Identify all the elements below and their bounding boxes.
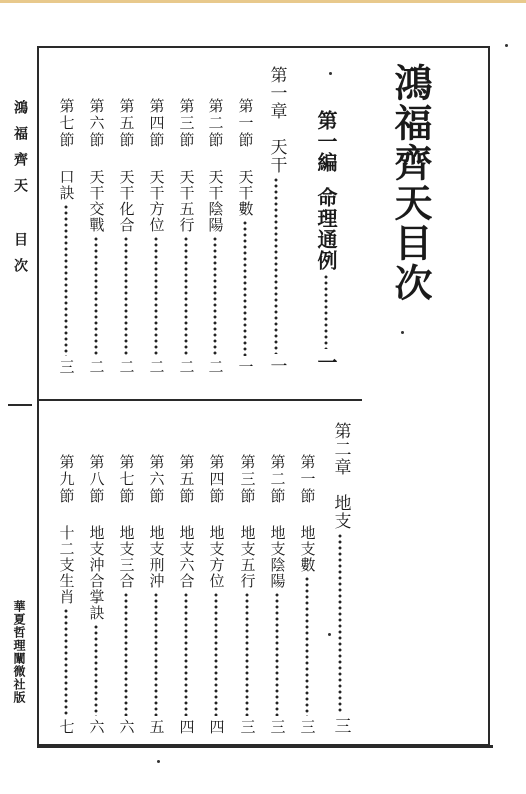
- chapter-number: 第一章: [266, 66, 287, 120]
- page-number: 一: [314, 352, 338, 372]
- section-name: 地支三合: [117, 525, 136, 589]
- section-number: 第三節: [238, 454, 257, 505]
- section-number: 第一節: [298, 454, 317, 505]
- toc-entry-section[interactable]: [86, 454, 106, 734]
- dot-leader: [184, 592, 188, 716]
- toc-entry-section[interactable]: [146, 98, 166, 374]
- chapter-number: 第二章: [330, 422, 351, 476]
- page-number: 七: [57, 719, 76, 734]
- dot-leader: [245, 592, 249, 716]
- dot-leader: [324, 274, 328, 349]
- section-name: 地支陰陽: [268, 525, 287, 589]
- section-name: 十二支生肖: [57, 525, 76, 605]
- page-number: 三: [238, 719, 257, 734]
- page-number: 三: [268, 719, 287, 734]
- page-number: 二: [206, 359, 225, 374]
- toc-entry-part-1[interactable]: [314, 110, 338, 372]
- dot-leader: [94, 236, 98, 356]
- toc-entry-section[interactable]: [86, 98, 106, 374]
- margin-rule: [8, 404, 32, 406]
- section-number: 第六節: [147, 454, 166, 505]
- dot-leader: [124, 592, 128, 716]
- section-name: 地支數: [298, 525, 317, 573]
- scan-speck: [157, 760, 160, 763]
- top-edge-stripe: [0, 0, 526, 3]
- dot-leader: [338, 533, 342, 714]
- toc-entry-section[interactable]: [237, 454, 257, 734]
- page-number: 三: [57, 359, 76, 374]
- publisher-imprint: 華夏哲理闡微社版: [12, 600, 26, 704]
- section-name: 天干化合: [117, 169, 136, 233]
- part-number: 第一編: [314, 110, 338, 173]
- toc-entry-section[interactable]: [267, 454, 287, 734]
- running-head-title: 鴻福齊天 目次: [12, 100, 28, 284]
- page-number: 三: [298, 719, 317, 734]
- toc-title: 鴻福齊天目次: [388, 63, 433, 303]
- section-number: 第七節: [57, 98, 76, 149]
- section-number: 第八節: [87, 454, 106, 505]
- dot-leader: [64, 204, 68, 356]
- toc-entry-section[interactable]: [56, 98, 76, 374]
- section-name: 地支沖合掌訣: [87, 525, 106, 621]
- section-number: 第二節: [268, 454, 287, 505]
- section-name: 天干方位: [147, 169, 166, 233]
- section-number: 第五節: [177, 454, 196, 505]
- page-number: 六: [117, 719, 136, 734]
- page-frame-base-rule: [37, 745, 493, 748]
- section-name: 地支五行: [238, 525, 257, 589]
- dot-leader: [124, 236, 128, 356]
- dot-leader: [184, 236, 188, 356]
- scan-speck: [505, 44, 508, 47]
- section-number: 第三節: [177, 98, 196, 149]
- dot-leader: [94, 624, 98, 716]
- section-number: 第六節: [87, 98, 106, 149]
- page-number: 三: [330, 717, 351, 734]
- dot-leader: [305, 576, 309, 716]
- section-name: 地支六合: [177, 525, 196, 589]
- section-name: 地支方位: [207, 525, 226, 589]
- toc-entry-chapter-1[interactable]: [265, 66, 287, 374]
- section-number: 第七節: [117, 454, 136, 505]
- page-number: 二: [117, 359, 136, 374]
- dot-leader: [213, 236, 217, 356]
- section-name: 天干數: [236, 169, 255, 217]
- toc-entry-section[interactable]: [235, 98, 255, 374]
- dot-leader: [154, 236, 158, 356]
- toc-entry-section[interactable]: [116, 98, 136, 374]
- toc-entry-section[interactable]: [56, 454, 76, 734]
- section-number: 第二節: [206, 98, 225, 149]
- dot-leader: [214, 592, 218, 716]
- section-name: 天干陰陽: [206, 169, 225, 233]
- section-divider: [37, 399, 362, 401]
- toc-entry-section[interactable]: [146, 454, 166, 734]
- toc-entry-section[interactable]: [176, 98, 196, 374]
- page-number: 一: [266, 357, 287, 374]
- section-name: 天干五行: [177, 169, 196, 233]
- section-number: 第四節: [207, 454, 226, 505]
- section-number: 第一節: [236, 98, 255, 149]
- section-number: 第五節: [117, 98, 136, 149]
- section-number: 第四節: [147, 98, 166, 149]
- scan-speck: [401, 331, 404, 334]
- section-name: 口訣: [57, 169, 76, 201]
- page-number: 六: [87, 719, 106, 734]
- section-name: 地支刑沖: [147, 525, 166, 589]
- toc-entry-section[interactable]: [297, 454, 317, 734]
- page-number: 一: [236, 359, 255, 374]
- dot-leader: [154, 592, 158, 716]
- part-name: 命理通例: [314, 187, 338, 271]
- toc-entry-section[interactable]: [176, 454, 196, 734]
- section-number: 第九節: [57, 454, 76, 505]
- page-number: 二: [177, 359, 196, 374]
- section-name: 天干交戰: [87, 169, 106, 233]
- chapter-name: 天干: [266, 138, 287, 174]
- dot-leader: [274, 177, 278, 354]
- toc-entry-section[interactable]: [116, 454, 136, 734]
- page-number: 四: [177, 719, 196, 734]
- dot-leader: [243, 220, 247, 356]
- page-number: 二: [147, 359, 166, 374]
- scan-speck: [328, 633, 331, 636]
- toc-entry-section[interactable]: [205, 98, 225, 374]
- page-number: 四: [207, 719, 226, 734]
- page-number: 二: [87, 359, 106, 374]
- toc-entry-section[interactable]: [206, 454, 226, 734]
- page-number: 五: [147, 719, 166, 734]
- toc-entry-chapter-2[interactable]: [329, 422, 351, 734]
- chapter-name: 地支: [330, 494, 351, 530]
- scan-speck: [329, 72, 332, 75]
- dot-leader: [64, 608, 68, 716]
- dot-leader: [275, 592, 279, 716]
